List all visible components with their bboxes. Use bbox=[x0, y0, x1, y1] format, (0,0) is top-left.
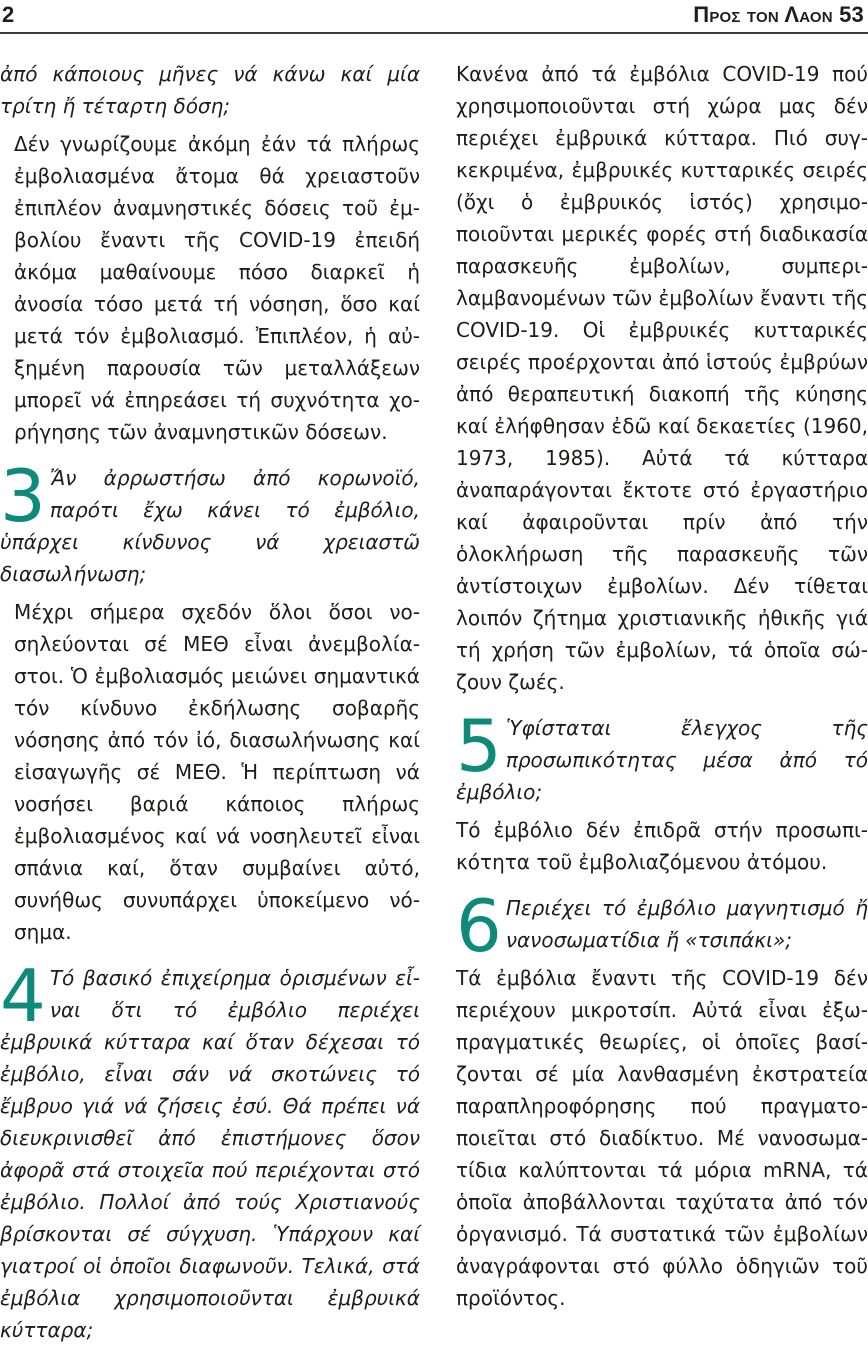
question-4-text: Τό βασικό ἐπιχείρημα ὁρισμένων εἶναι ὅτι τό ἐμβόλιο περιέχει ἐμβρυικά κύτταρα καί ὅταν δέχεσαι τό ἐμβόλιο, εἶναι σάν νά σκοτώνεις τό ἔμβρυο γιά νά ζήσεις ἐσύ. Θά πρέπει νά διευκρινισθεῖ ἀπό ἐπιστήμονες ὅσον ἀφορᾶ στά στοιχεῖα πού περιέχονται στό ἐμβόλιο. Πολλοί ἀπό τούς Χριστιανούς βρίσκονται σέ σύγχυση. Ὑπάρχουν καί γιατροί οἱ ὁποῖοι διαφωνοῦν. Τελικά, στά ἐμβόλια χρησιμοποιοῦνται ἐμβρυικά κύτταρα; bbox=[0, 966, 420, 1342]
page-number: 2 bbox=[2, 2, 15, 27]
question-5 bbox=[456, 704, 868, 808]
question-2-continued: ἀπό κάποιους μῆνες νά κάνω καί μία τρίτη ἤ τέταρτη δόση; bbox=[0, 62, 420, 118]
question-number-6: 6 bbox=[456, 884, 502, 968]
left-column bbox=[0, 58, 420, 1346]
answer-3: Μέχρι σήμερα σχεδόν ὅλοι ὅσοι νοσηλεύονται σέ ΜΕΘ εἶναι ἀνεμβολίαστοι. Ὁ ἐμβολιασμός μειώνει σημαντικά τόν κίνδυνο ἐκδήλωσης σοβαρῆς νόσησης ἀπό τόν ἰό, διασωλήνωσης καί εἰσαγωγῆς σέ ΜΕΘ. Ἡ περίπτωση νά νοσήσει βαριά κάποιος πλήρως ἐμβολιασμένος καί νά νοσηλευτεῖ εἶναι σπάνια καί, ὅταν συμβαίνει αὐτό, συνήθως συνυπάρχει ὑποκείμενο νόσημα. bbox=[14, 600, 420, 944]
publication-title: Προσ τον Λαον 53 bbox=[693, 2, 864, 27]
question-number-3: 3 bbox=[0, 454, 46, 538]
question-3 bbox=[0, 454, 420, 590]
page-header bbox=[0, 0, 868, 34]
answer-5: Τό ἐμβόλιο δέν ἐπιδρᾶ στήν προσωπικότητα τοῦ ἐμβολιαζόμενου ἀτόμου. bbox=[456, 818, 868, 874]
question-6 bbox=[456, 884, 868, 968]
question-6-text: Περιέχει τό ἐμβόλιο μαγνητισμό ἤ νανοσωματίδια ἤ «τσιπάκι»; bbox=[505, 896, 868, 952]
answer-6: Τά ἐμβόλια ἔναντι τῆς COVID-19 δέν περιέχουν μικροτσίπ. Αὐτά εἶναι ἐξωπραγματικές θεωρίες, οἱ ὁποῖες βασίζονται σέ μία λανθασμένη ἐκστρατεία παραπληροφόρησης πού πραγματοποιεῖται στό διαδίκτυο. Μέ νανοσωματίδια καλύπτονται τά μόρια mRNA, τά ὁποῖα ἀποβάλλονται ταχύτατα ἀπό τόν ὀργανισμό. Τά συστατικά τῶν ἐμβολίων ἀναγράφονται στό φύλλο ὁδηγιῶν τοῦ προϊόντος. bbox=[456, 966, 868, 1310]
answer-4: Κανένα ἀπό τά ἐμβόλια COVID-19 πού χρησιμοποιοῦνται στή χώρα μας δέν περιέχει ἐμβρυικά κύτταρα. Πιό συγκεκριμένα, ἐμβρυικές κυτταρικές σειρές (ὄχι ὁ ἐμβρυικός ἱστός) χρησιμοποιοῦνται μερικές φορές στή διαδικασία παρασκευῆς ἐμβολίων, συμπεριλαμβανομένων τῶν ἐμβολίων ἔναντι τῆς COVID-19. Οἱ ἐμβρυικές κυτταρικές σειρές προέρχονται ἀπό ἱστούς ἐμβρύων ἀπό θεραπευτική διακοπή τῆς κύησης καί ἐλήφθησαν ἐδῶ καί δεκαετίες (1960, 1973, 1985). Αὐτά τά κύτταρα ἀναπαράγονται ἔκτοτε στό ἐργαστήριο καί ἀφαιροῦνται πρίν ἀπό τήν ὁλοκλήρωση τῆς παρασκευῆς τῶν ἀντίστοιχων ἐμβολίων. Δέν τίθεται λοιπόν ζήτημα χριστιανικῆς ἠθικῆς γιά τή χρήση τῶν ἐμβολίων, τά ὁποῖα σώζουν ζωές. bbox=[456, 62, 868, 694]
question-4 bbox=[0, 954, 420, 1346]
answer-2: Δέν γνωρίζουμε ἀκόμη ἐάν τά πλήρως ἐμβολιασμένα ἄτομα θά χρειαστοῦν ἐπιπλέον ἀναμνηστικές δόσεις τοῦ ἐμβολίου ἔναντι τῆς COVID-19 ἐπειδή ἀκόμα μαθαίνουμε πόσο διαρκεῖ ἡ ἀνοσία τόσο μετά τή νόσηση, ὅσο καί μετά τόν ἐμβολιασμό. Ἐπιπλέον, ἡ αὐξημένη παρουσία τῶν μεταλλάξεων μπορεῖ νά ἐπηρεάσει τή συχνότητα χορήγησης τῶν ἀναμνηστικῶν δόσεων. bbox=[14, 132, 420, 444]
question-3-text: Ἄν ἀρρωστήσω ἀπό κορωνοϊό, παρότι ἔχω κάνει τό ἐμβόλιο, ὑπάρχει κίνδυνος νά χρειαστῶ διασωλήνωση; bbox=[0, 466, 420, 586]
header-rule bbox=[0, 32, 868, 34]
question-number-5: 5 bbox=[456, 704, 502, 788]
right-column bbox=[456, 58, 868, 1314]
question-5-text: Ὑφίσταται ἔλεγχος τῆς προσωπικότητας μέσα ἀπό τό ἐμβόλιο; bbox=[456, 716, 868, 804]
question-number-4: 4 bbox=[0, 954, 46, 1038]
